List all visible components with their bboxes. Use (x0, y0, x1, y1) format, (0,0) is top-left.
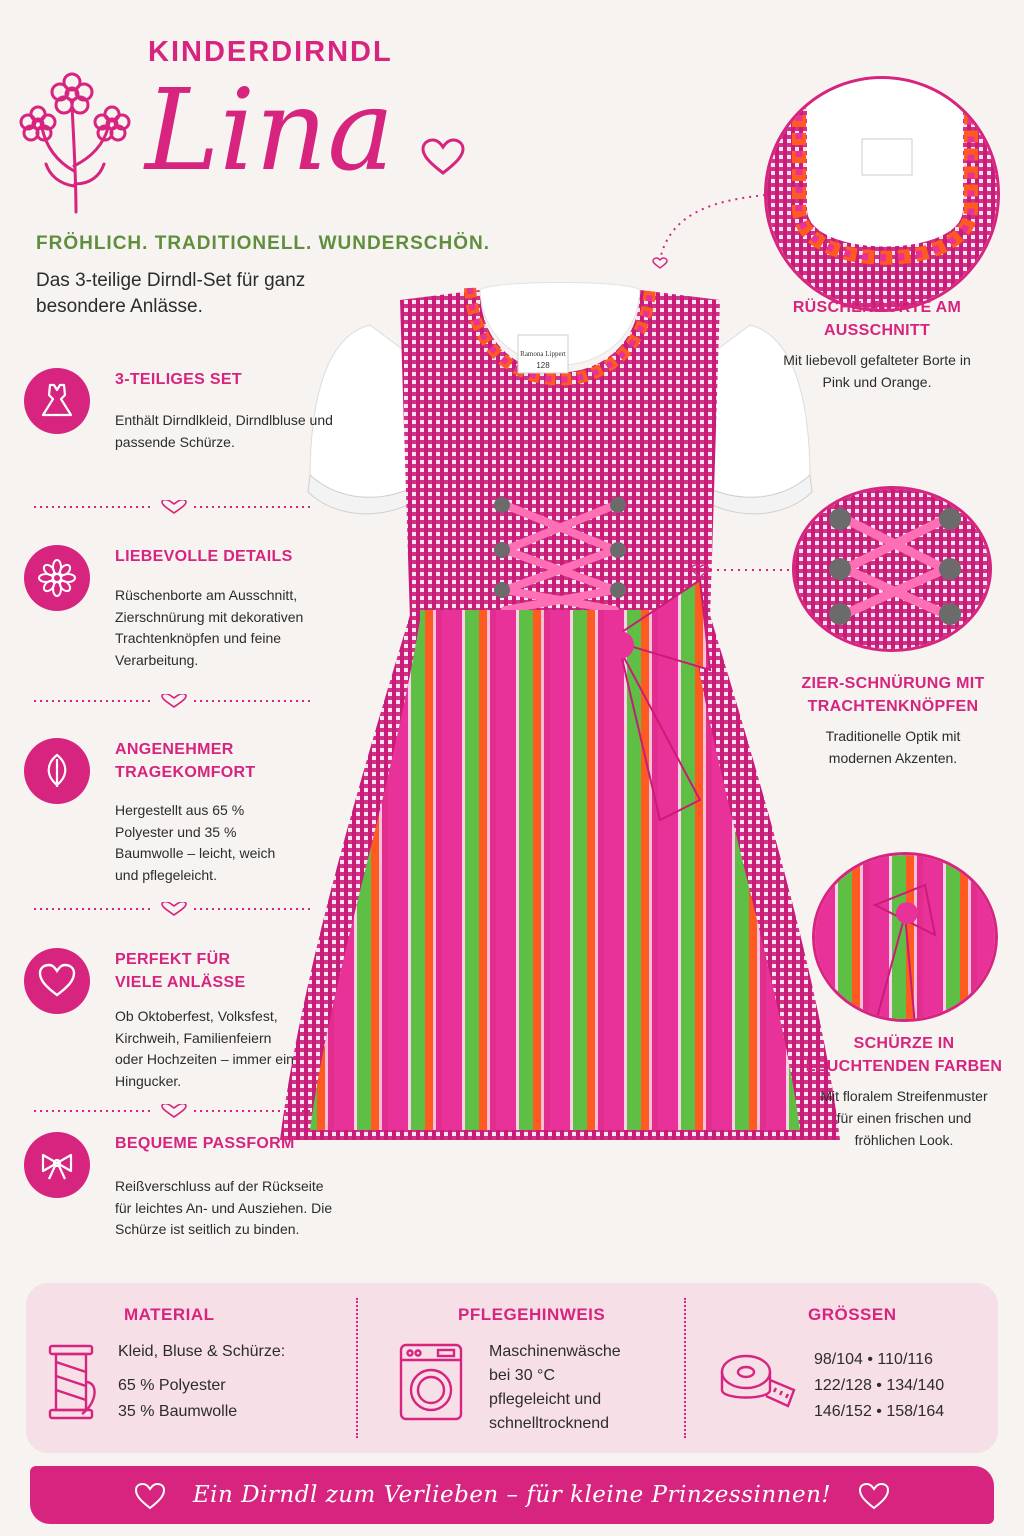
callout-lacing (778, 672, 1008, 770)
flower-icon (24, 545, 90, 611)
care-line: pflegeleicht und (489, 1391, 602, 1408)
dress-image (280, 280, 840, 1160)
sizes-line: 146/152 • 158/164 (814, 1403, 945, 1420)
feature-text: Rüschenborte am Ausschnitt, Zierschnürung mit dekorativen Trachtenknöpfen und feine Verarbeitung. (115, 587, 304, 669)
feature-text: Ob Oktoberfest, Volksfest, Kirchweih, Familienfeiern oder Hochzeiten – immer ein Hingucker. (115, 1008, 294, 1090)
neckline-detail-photo (764, 76, 1000, 312)
callout-text: Traditionelle Optik mit modernen Akzenten. (825, 728, 961, 767)
callout-title: ZIER-SCHNÜRUNG MIT TRACHTENKNÖPFEN (801, 675, 985, 716)
care-line: Maschinenwäsche (489, 1343, 621, 1360)
divider (34, 902, 314, 916)
divider (34, 500, 314, 514)
product-kicker: KINDERDIRNDL (148, 36, 393, 68)
feature-set (24, 368, 354, 478)
slogan-banner (30, 1466, 994, 1524)
slogan-text: Ein Dirndl zum Verlieben – für kleine Prinzessinnen! (192, 1482, 832, 1508)
feature-title: PERFEKT FÜR VIELE ANLÄSSE (115, 951, 246, 992)
material-line: 35 % Baumwolle (118, 1403, 238, 1420)
subtitle: Das 3-teilige Dirndl-Set für ganz besondere Anlässe. (36, 270, 306, 317)
lacing-detail-photo (792, 486, 992, 652)
bow-icon (24, 1132, 90, 1198)
callout-text: Mit liebevoll gefalteter Borte in Pink und Orange. (783, 352, 971, 391)
divider (34, 694, 314, 708)
feature-text: Enthält Dirndlkleid, Dirndlbluse und passende Schürze. (115, 412, 333, 450)
feature-title: BEQUEME PASSFORM (115, 1135, 295, 1152)
feature-title: ANGENEHMER TRAGEKOMFORT (115, 741, 256, 782)
material-line: Kleid, Bluse & Schürze: (118, 1343, 286, 1360)
feature-fit (24, 1132, 354, 1272)
tagline: FRÖHLICH. TRADITIONELL. WUNDERSCHÖN. (36, 233, 490, 254)
care-title: PFLEGEHINWEIS (458, 1305, 606, 1324)
column-divider (356, 1298, 358, 1438)
apron-detail-photo (812, 852, 998, 1022)
garment-size-label: 128 (536, 361, 550, 370)
feature-text: Hergestellt aus 65 % Polyester und 35 % Baumwolle – leicht, weich und pflegeleicht. (115, 802, 276, 884)
callout-title: SCHÜRZE IN LEUCHTENDEN FARBEN (805, 1035, 1003, 1076)
heart-icon (24, 948, 90, 1014)
garment-brand-label: Ramona Lippert (520, 350, 566, 358)
callout-title: RÜSCHENBORTE AM AUSSCHNITT (792, 299, 962, 340)
sizes-line: 98/104 • 110/116 (814, 1351, 933, 1368)
callout-text: Mit floralem Streifenmuster für einen frischen und fröhlichen Look. (820, 1088, 988, 1148)
sizes-title: GRÖSSEN (808, 1305, 897, 1324)
material-title: MATERIAL (124, 1305, 215, 1324)
divider (34, 1104, 314, 1118)
callout-neckline (762, 296, 992, 394)
care-line: schnelltrocknend (489, 1415, 610, 1432)
care-line: bei 30 °C (489, 1367, 555, 1384)
feature-text: Reißverschluss auf der Rückseite für leichtes An- und Ausziehen. Die Schürze ist seitlich zu binden. (115, 1178, 333, 1238)
heart-icon (420, 138, 466, 176)
feature-occasions (24, 948, 354, 1088)
feature-details (24, 545, 354, 675)
heart-icon (858, 1482, 890, 1515)
feature-comfort (24, 738, 354, 888)
connector-dots (650, 190, 770, 270)
feature-title: 3-TEILIGES SET (115, 371, 242, 388)
heart-icon (134, 1482, 166, 1515)
connector-dots (690, 560, 800, 580)
sizes-line: 122/128 • 134/140 (814, 1377, 945, 1394)
measuring-tape-icon (718, 1350, 798, 1410)
leaf-icon (24, 738, 90, 804)
product-name: Lina (145, 66, 395, 196)
washing-machine-icon (398, 1342, 464, 1422)
column-divider (684, 1298, 686, 1438)
thread-spool-icon (42, 1342, 100, 1422)
feature-title: LIEBEVOLLE DETAILS (115, 548, 293, 565)
dress-icon (24, 368, 90, 434)
flower-illustration (16, 66, 136, 216)
callout-apron (784, 1032, 1024, 1151)
material-line: 65 % Polyester (118, 1377, 226, 1394)
